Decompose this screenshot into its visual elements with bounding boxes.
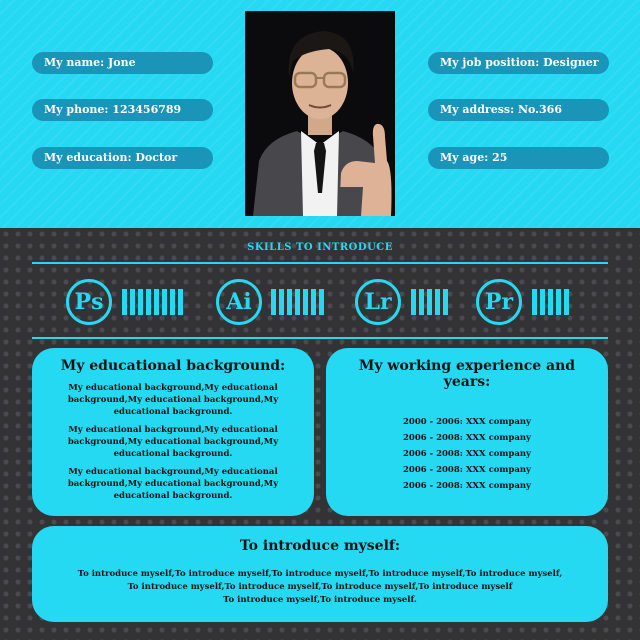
education-paragraph: My educational background,My educational background,My educational background,My educational background. [67,425,279,459]
intro-line: To introduce myself,To introduce myself. [223,595,417,605]
illustrator-skill-bars [271,289,324,315]
education-card-title: My educational background: [60,358,286,374]
intro-line: To introduce myself,To introduce myself,To introduce myself,To introduce myself,To introduce myself, [77,569,563,579]
education-pill: My education: Doctor [32,147,213,169]
education-card [32,348,314,516]
name-pill: My name: Jone [32,52,213,74]
intro-line: To introduce myself,To introduce myself,To introduce myself,To introduce myself [127,582,513,592]
skills-top-divider [32,262,608,264]
intro-card-title: To introduce myself: [239,538,401,554]
experience-entry: 2006 - 2008: XXX company [402,449,531,459]
experience-entry: 2006 - 2008: XXX company [402,433,531,443]
skills-bottom-divider [32,337,608,339]
phone-pill: My phone: 123456789 [32,99,213,121]
education-paragraph: My educational background,My educational background,My educational background,My educational background. [67,467,279,501]
skills-title: SKILLS TO INTRODUCE [247,242,393,253]
age-pill: My age: 25 [428,147,609,169]
experience-entry: 2000 - 2006: XXX company [402,417,531,427]
profile-photo [245,11,395,216]
job-position-pill: My job position: Designer [428,52,609,74]
experience-entry: 2006 - 2008: XXX company [402,481,531,491]
experience-card [326,348,608,516]
premiere-icon: Pr [476,279,522,325]
person-portrait-icon [245,11,395,216]
lightroom-skill-bars [411,289,448,315]
education-paragraph: My educational background,My educational background,My educational background,My educational background. [67,383,279,417]
photoshop-skill-bars [122,289,183,315]
intro-card [32,526,608,622]
illustrator-icon: Ai [216,279,262,325]
experience-entry: 2006 - 2008: XXX company [402,465,531,475]
lightroom-icon: Lr [355,279,401,325]
experience-card-title: My working experience and years: [358,358,576,390]
address-pill: My address: No.366 [428,99,609,121]
premiere-skill-bars [532,289,569,315]
photoshop-icon: Ps [66,279,112,325]
